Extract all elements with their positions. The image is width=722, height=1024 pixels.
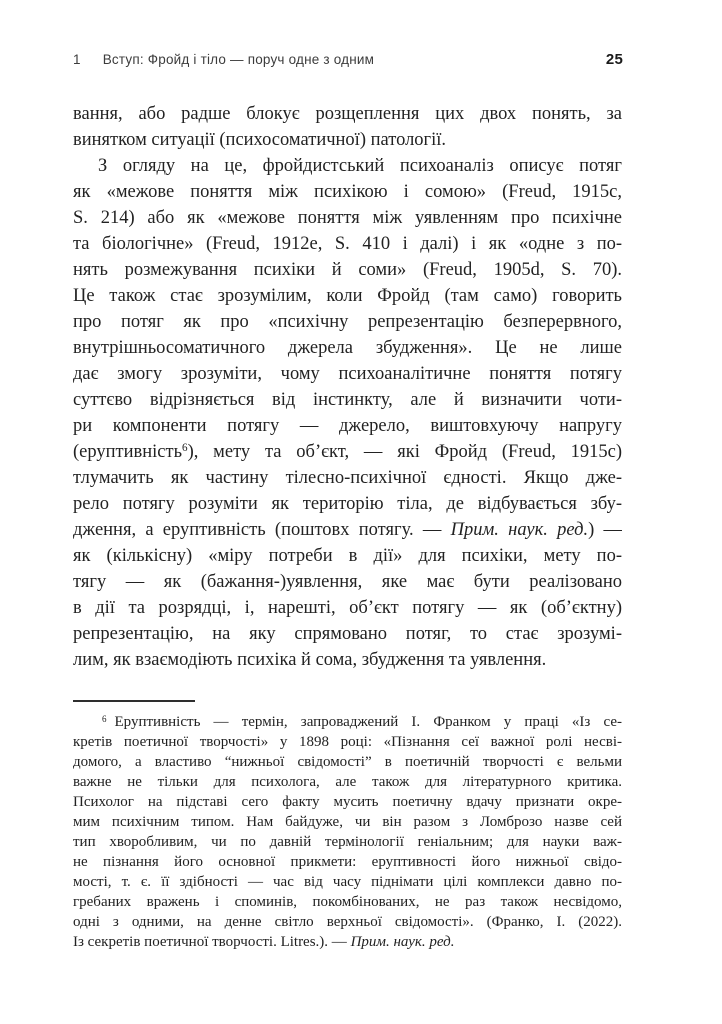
footnote-line: мості, т. є. її здібності — час від часу піднімати цілі комплекси давно по- (73, 874, 622, 890)
body-line: рело потягу розуміти як територію тіла, де відбувається збу- (73, 494, 622, 514)
body-line: в дії та розрядці, і, нарешті, об’єкт потягу — як (об’єктну) (73, 598, 622, 618)
body-line: (еруптивність$^6$), мету та об’єкт, — які Фройд (Freud, 1915c) (73, 442, 622, 462)
footnote-reference: 6 (182, 442, 188, 454)
body-line: тягу — як (бажання-)уявлення, яке має бути реалізовано (73, 572, 622, 592)
footnote-line: гребаних вражень і споминів, покомбінованих, не раз також несвідомо, (73, 894, 622, 910)
footnote-line: кретів поетичної творчості» у 1898 році: «Пізнання сеї важної ролі несві- (73, 734, 622, 750)
footnote-reference: 6 (102, 714, 107, 724)
footnote-line: домого, а властиво “нижньої свідомості” в поетичній творчості є вельми (73, 754, 622, 770)
body-line: вання, або радше блокує розщеплення цих двох понять, за (73, 104, 622, 124)
body-line: суттєво відрізняється від інстинкту, але й визначити чоти- (73, 390, 622, 410)
footnote-line: $^6$ Еруптивність — термін, запроваджений І. Франком у праці «Із се- (102, 714, 622, 730)
body-line: тлумачить як частину тілесно-психічної єдності. Якщо дже- (73, 468, 622, 488)
body-line: внутрішньосоматичного джерела збудження». Це не лише (73, 338, 622, 358)
page-number: 25 (605, 51, 623, 68)
footnote-line: Психолог на підставі сего факту мусить поетичну вдачу признати окре- (73, 794, 622, 810)
footnote-line: мим психічним типом. Нам байдуже, чи він разом з Ломброзо назве сей (73, 814, 622, 830)
chapter-title: Вступ: Фройд і тіло — поруч одне з одним (102, 52, 375, 67)
body-line: ри компоненти потягу — джерело, виштовхуючу напругу (73, 416, 622, 436)
footnote-line: не пізнання його основної прикмети: еруптивності його нижньої свідо- (73, 854, 622, 870)
body-line: як (кількісну) «міру потреби в дії» для психіки, мету по- (73, 546, 622, 566)
body-line: дження, а еруптивність (поштовх потягу. — Прим. наук. ред.) — (73, 520, 622, 540)
footnote-line: тип хворобливим, чи по давній термінології геніальним; для науки важ- (73, 834, 622, 850)
body-line: лим, як взаємодіють психіка й сома, збудження та уявлення. (73, 650, 547, 670)
footnote-line: Із секретів поетичної творчості. Litres.). — Прим. наук. ред. (73, 934, 455, 950)
running-header (73, 51, 623, 68)
body-text (73, 101, 622, 673)
body-line: S. 214) або як «межове поняття між уявленням про психічне (73, 208, 622, 228)
chapter-number: 1 (73, 52, 81, 67)
body-line: та біологічне» (Freud, 1912e, S. 410 і далі) і як «одне з по- (73, 234, 622, 254)
body-line: З огляду на це, фройдистський психоаналіз описує потяг (98, 156, 622, 176)
body-line: нять розмежування психіки й соми» (Freud, 1905d, S. 70). (73, 260, 622, 280)
body-line: про потяг як про «психічну репрезентацію безперервного, (73, 312, 622, 332)
footnote-divider (73, 700, 195, 702)
body-line: репрезентацію, на яку спрямовано потяг, то стає зрозумі- (73, 624, 622, 644)
footnote-line: важне не тільки для психолога, але також для літературного критика. (73, 774, 622, 790)
body-line: винятком ситуації (психосоматичної) патології. (73, 130, 447, 150)
body-line: Це також стає зрозумілим, коли Фройд (там само) говорить (73, 286, 622, 306)
body-line: дає змогу зрозуміти, чому психоаналітичне поняття потягу (73, 364, 622, 384)
footnote-text (73, 712, 622, 952)
footnote-line: одні з одними, на денне світло верхньої свідомості». (Франко, І. (2022). (73, 914, 622, 930)
body-line: як «межове поняття між психікою і сомою» (Freud, 1915c, (73, 182, 622, 202)
